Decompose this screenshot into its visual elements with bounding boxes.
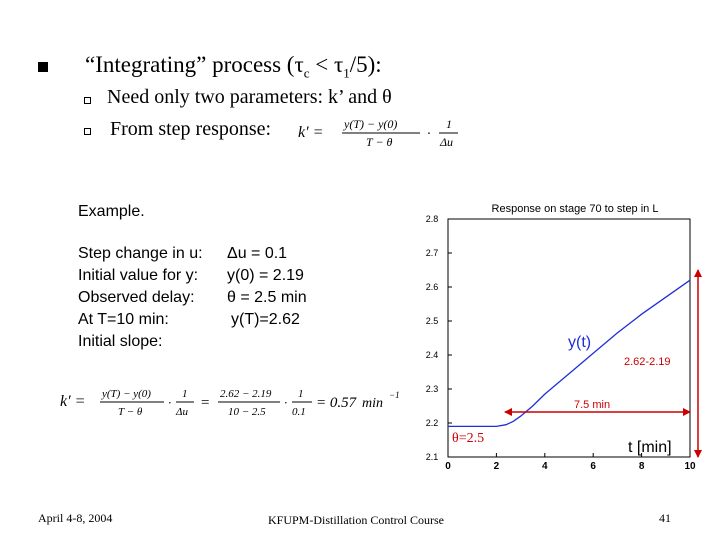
svg-text:k′ =: k′ = [60,393,86,410]
time-axis-label: t [min] [628,439,672,456]
svg-text:10 − 2.5: 10 − 2.5 [228,406,266,418]
svg-text:y(T) − y(0): y(T) − y(0) [102,388,151,400]
example-value: y(T)=2.62 [231,311,300,328]
svg-text:y(T) − y(0): y(T) − y(0) [344,117,398,131]
y-tick-label: 2.5 [425,316,439,326]
x-tick-label: 10 [684,461,696,472]
y-label: y(t) [568,334,592,351]
arrow-head-up [694,269,702,277]
delta-y-label: 2.62-2.19 [624,356,671,368]
svg-text:0.1: 0.1 [292,406,306,418]
svg-text:·: · [284,395,288,410]
sub-bullet-marker [84,97,91,104]
chart-title: Response on stage 70 to step in L [491,203,659,215]
theta-label: θ=2.5 [452,431,485,446]
example-parameters [78,245,338,355]
y-tick-label: 2.1 [425,452,439,462]
example-value: θ = 2.5 min [227,289,307,306]
sub-bullet-marker [84,128,91,135]
example-value: y(0) = 2.19 [227,267,304,284]
y-tick-label: 2.8 [425,214,439,224]
y-tick-label: 2.7 [425,248,439,258]
formula-gain [296,114,471,152]
svg-text:·: · [427,127,431,142]
y-tick-label: 2.6 [425,282,439,292]
example-label: At T=10 min: [78,311,169,328]
svg-text:=: = [200,395,211,411]
footer-date: April 4-8, 2004 [38,511,113,525]
svg-text:1: 1 [182,388,188,400]
slide-heading: “Integrating” process $(\tau_c < \tau_1/5)$: [85,52,382,81]
step-response-chart [400,195,718,480]
svg-text:·: · [168,395,172,410]
example-label: Initial slope: [78,333,163,350]
time-span-label: 7.5 min [574,399,611,411]
bullet-step-response: From step response: [110,118,272,140]
x-tick-label: 8 [638,461,645,472]
svg-text:1: 1 [446,117,452,131]
svg-text:−1: −1 [389,390,400,400]
x-tick-label: 2 [493,461,500,472]
example-label: Step change in u: [78,245,203,262]
svg-text:T − θ: T − θ [118,406,143,418]
svg-text:T − θ: T − θ [366,135,393,149]
formula-gain-result [58,382,410,422]
example-label: Observed delay: [78,289,195,306]
bullet-parameters: Need only two parameters: k’ and θ [107,86,392,108]
svg-text:2.62 − 2.19: 2.62 − 2.19 [220,388,272,400]
x-tick-label: 0 [445,461,451,472]
x-tick-label: 6 [590,461,596,472]
footer-course: KFUPM-Distillation Control Course [268,513,445,527]
page-number: 41 [659,511,671,525]
y-tick-label: 2.4 [425,350,439,360]
svg-text:Δu: Δu [176,406,188,418]
svg-text:min: min [362,396,383,411]
example-title: Example. [78,203,145,220]
y-tick-label: 2.2 [425,418,439,428]
x-tick-label: 4 [542,461,548,472]
y-tick-label: 2.3 [425,384,439,394]
arrow-head-down [694,450,702,458]
svg-text:k′ =: k′ = [298,124,324,141]
example-label: Initial value for y: [78,267,199,284]
svg-text:1: 1 [298,388,304,400]
main-bullet [38,62,48,72]
example-value: Δu = 0.1 [227,245,288,262]
svg-text:Δu: Δu [440,135,454,149]
svg-text:= 0.57: = 0.57 [316,395,357,411]
